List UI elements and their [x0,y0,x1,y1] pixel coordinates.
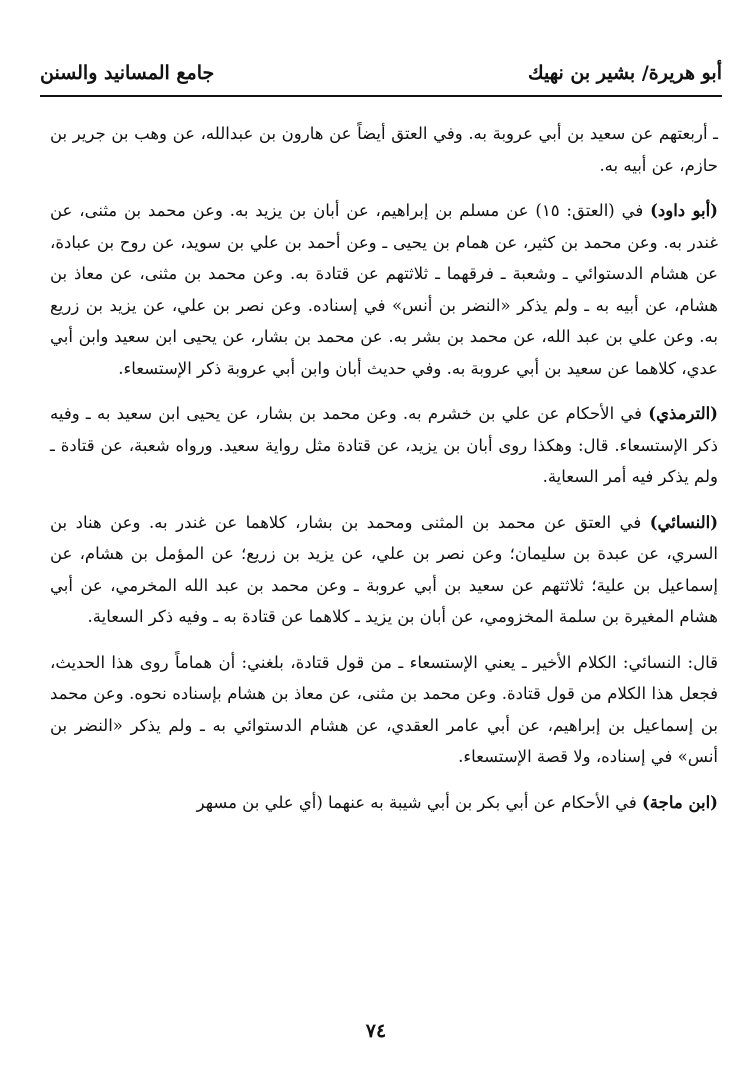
paragraph-text: في الأحكام عن أبي بكر بن أبي شيبة به عنهما (أي علي بن مسهر [196,792,642,812]
page-number: ٧٤ [365,1020,387,1042]
paragraph-text: في العتق عن محمد بن المثنى ومحمد بن بشار، كلاهما عن غندر به. وعن هناد بن السري، عن عبدة بن سليمان؛ وعن نصر بن علي، عن يزيد بن زريع؛ عن المؤمل بن هشام، عن إسماعيل بن علية؛ ثلاثتهم عن سعيد بن أبي عروبة ـ وعن محمد بن عبد الله المخرمي، عن أبي هشام المغيرة بن سلمة المخزومي، عن أبان بن يزيد ـ كلاهما عن قتادة به ـ وفيه ذكر السعاية. [50,512,718,626]
paragraph-text: في (العتق: ١٥) عن مسلم بن إبراهيم، عن أبان بن يزيد به. وعن محمد بن مثنى، عن غندر به. وعن محمد بن كثير، عن همام بن يحيى ـ وعن أحمد بن علي بن سويد، عن روح بن عبادة، عن هشام الدستوائي ـ وشعبة ـ فرقهما ـ ثلاثتهم عن قتادة به. وعن محمد بن مثنى، عن معاذ بن هشام، عن أبيه به ـ ولم يذكر «النضر بن أنس» في إسناده. وعن نصر بن علي، عن يزيد بن زريع به. وعن علي بن عبد الله، عن محمد بن بشر به. عن محمد بن بشار، عن يحيى ابن سعيد وابن أبي عدي، كلاهما عن سعيد بن أبي عروبة به. وفي حديث أبان وابن أبي عروبة ذكر الإستسعاء. [50,201,718,378]
paragraph-text: في الأحكام عن علي بن خشرم به. وعن محمد بن بشار، عن يحيى ابن سعيد به ـ وفيه ذكر الإستسعاء. قال: وهكذا روى أبان بن يزيد، عن قتادة مثل رواية سعيد. ورواه شعبة، عن قتادة ـ ولم يذكر فيه أمر السعاية. [50,404,718,486]
paragraph-label: (أبو داود) [650,201,718,220]
running-header [40,58,722,92]
paragraph-label: (النسائي) [649,512,718,532]
paragraph-text: قال: النسائي: الكلام الأخير ـ يعني الإستسعاء ـ من قول قتادة، بلغني: أن هماماً روى هذا الحديث، فجعل هذا الكلام من قول قتادة. وعن محمد بن مثنى، عن معاذ بن هشام بإسناده نحوه. وعن محمد بن إسماعيل بن إبراهيم، عن أبي عامر العقدي، عن هشام الدستوائي به ـ ولم يذكر «النضر بن أنس» في إسناده، ولا قصة الإستسعاء. [50,652,718,766]
paragraph-label: (الترمذي) [648,404,718,423]
paragraph-nasai-comment [50,647,718,773]
paragraph-text: ـ أربعتهم عن سعيد بن أبي عروبة به. وفي العتق أيضاً عن هارون بن عبدالله، عن وهب بن جرير بن حازم، عن أبيه به. [50,124,718,175]
paragraph-nasai [50,507,718,633]
paragraph-label: (ابن ماجة) [641,792,718,812]
paragraph-1 [50,118,718,181]
body-text [50,118,718,832]
paragraph-abu-dawud [50,195,718,384]
header-chapter-title: أبو هريرة/ بشير بن نهيك [527,62,722,84]
header-book-title: جامع المسانيد والسنن [40,62,215,84]
paragraph-ibn-majah [50,787,718,819]
paragraph-tirmidhi [50,398,718,493]
header-divider [40,95,722,97]
